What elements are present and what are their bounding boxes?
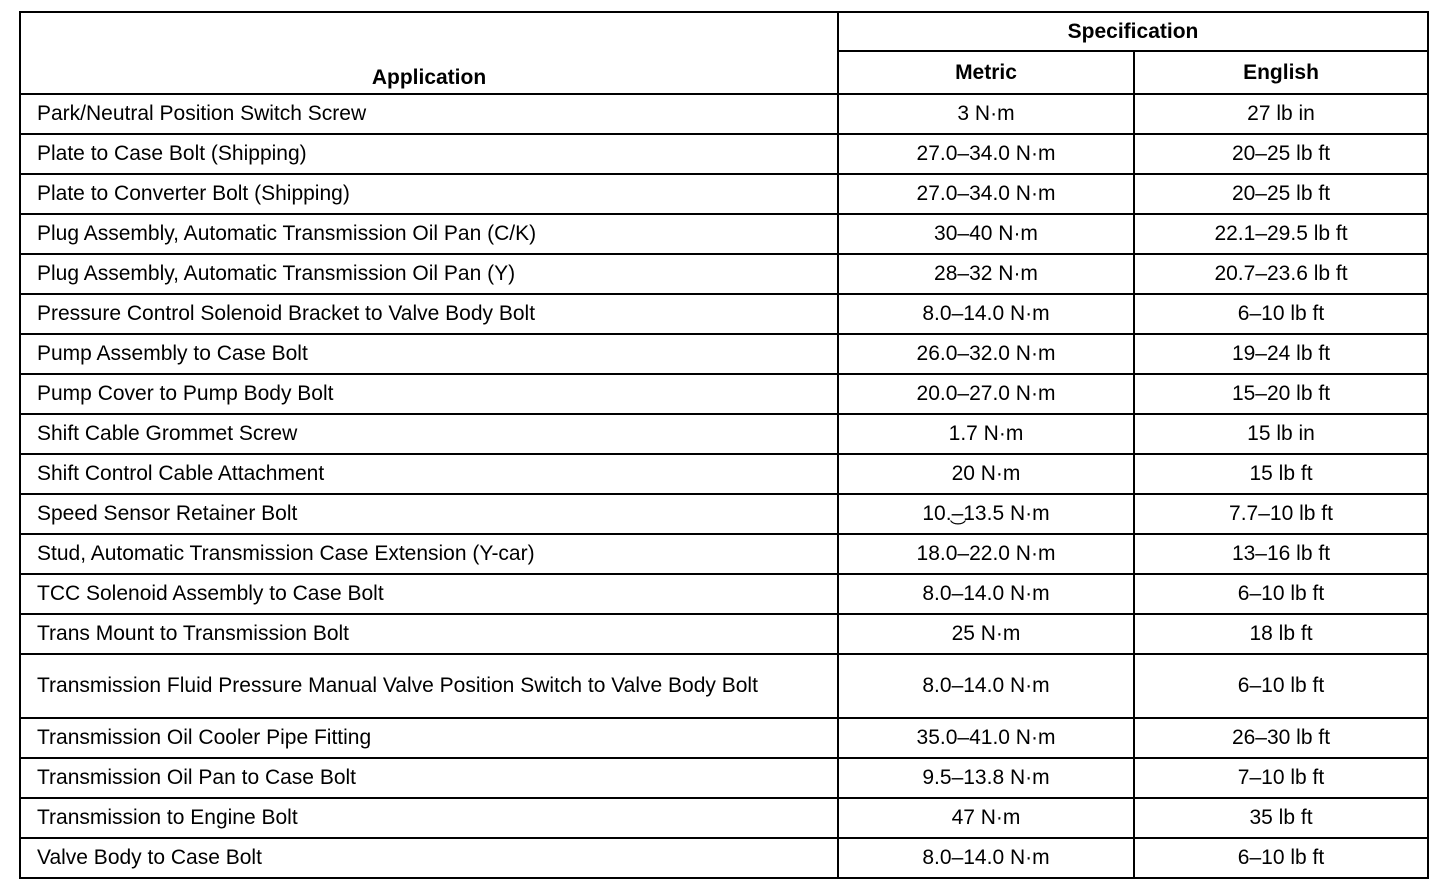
- english-cell: 7–10 lb ft: [1134, 758, 1428, 798]
- application-cell: Shift Control Cable Attachment: [20, 454, 838, 494]
- english-cell: 20–25 lb ft: [1134, 174, 1428, 214]
- table-row: [20, 718, 1428, 758]
- application-cell: Valve Body to Case Bolt: [20, 838, 838, 878]
- table-row: [20, 374, 1428, 414]
- table-row: [20, 94, 1428, 134]
- metric-cell: 9.5–13.8 N·m: [838, 758, 1134, 798]
- application-cell: Plate to Converter Bolt (Shipping): [20, 174, 838, 214]
- metric-column-header: Metric: [838, 51, 1134, 94]
- metric-cell: 25 N·m: [838, 614, 1134, 654]
- english-cell: 15 lb in: [1134, 414, 1428, 454]
- english-cell: 27 lb in: [1134, 94, 1428, 134]
- metric-cell: 27.0–34.0 N·m: [838, 174, 1134, 214]
- table-row: [20, 334, 1428, 374]
- english-cell: 15–20 lb ft: [1134, 374, 1428, 414]
- application-cell: Shift Cable Grommet Screw: [20, 414, 838, 454]
- english-cell: 20.7–23.6 lb ft: [1134, 254, 1428, 294]
- metric-cell: 18.0–22.0 N·m: [838, 534, 1134, 574]
- metric-cell: 1.7 N·m: [838, 414, 1134, 454]
- spec-table-container: [19, 11, 1427, 879]
- table-row: [20, 798, 1428, 838]
- table-row: [20, 838, 1428, 878]
- application-cell: Trans Mount to Transmission Bolt: [20, 614, 838, 654]
- torque-specification-table: [19, 11, 1429, 879]
- metric-cell: 3 N·m: [838, 94, 1134, 134]
- metric-cell: 20.0–27.0 N·m: [838, 374, 1134, 414]
- english-cell: 18 lb ft: [1134, 614, 1428, 654]
- application-cell: Plug Assembly, Automatic Transmission Oil Pan (Y): [20, 254, 838, 294]
- application-cell: TCC Solenoid Assembly to Case Bolt: [20, 574, 838, 614]
- english-cell: 35 lb ft: [1134, 798, 1428, 838]
- application-cell: Transmission Fluid Pressure Manual Valve Position Switch to Valve Body Bolt: [20, 654, 838, 718]
- table-row: [20, 654, 1428, 718]
- metric-cell: 8.0–14.0 N·m: [838, 838, 1134, 878]
- metric-cell: 27.0–34.0 N·m: [838, 134, 1134, 174]
- application-cell: Park/Neutral Position Switch Screw: [20, 94, 838, 134]
- metric-cell: 8.0–14.0 N·m: [838, 654, 1134, 718]
- application-cell: Pressure Control Solenoid Bracket to Valve Body Bolt: [20, 294, 838, 334]
- english-cell: 6–10 lb ft: [1134, 574, 1428, 614]
- application-cell: Transmission to Engine Bolt: [20, 798, 838, 838]
- application-cell: Plug Assembly, Automatic Transmission Oil Pan (C/K): [20, 214, 838, 254]
- specification-group-header: Specification: [838, 12, 1428, 51]
- table-row: [20, 254, 1428, 294]
- english-cell: 15 lb ft: [1134, 454, 1428, 494]
- metric-cell: 26.0–32.0 N·m: [838, 334, 1134, 374]
- table-row: [20, 758, 1428, 798]
- metric-cell: 28–32 N·m: [838, 254, 1134, 294]
- application-cell: Pump Assembly to Case Bolt: [20, 334, 838, 374]
- english-column-header: English: [1134, 51, 1428, 94]
- table-row: [20, 614, 1428, 654]
- metric-cell: 8.0–14.0 N·m: [838, 574, 1134, 614]
- english-cell: 6–10 lb ft: [1134, 654, 1428, 718]
- metric-cell: 35.0–41.0 N·m: [838, 718, 1134, 758]
- table-body: [20, 94, 1428, 878]
- english-cell: 6–10 lb ft: [1134, 294, 1428, 334]
- metric-cell: 8.0–14.0 N·m: [838, 294, 1134, 334]
- table-row: [20, 294, 1428, 334]
- table-row: [20, 534, 1428, 574]
- english-cell: 20–25 lb ft: [1134, 134, 1428, 174]
- table-row: [20, 134, 1428, 174]
- table-header: [20, 12, 1428, 94]
- application-cell: Speed Sensor Retainer Bolt: [20, 494, 838, 534]
- english-cell: 13–16 lb ft: [1134, 534, 1428, 574]
- application-cell: Transmission Oil Pan to Case Bolt: [20, 758, 838, 798]
- english-cell: 26–30 lb ft: [1134, 718, 1428, 758]
- metric-cell: 47 N·m: [838, 798, 1134, 838]
- english-cell: 22.1–29.5 lb ft: [1134, 214, 1428, 254]
- table-row: [20, 494, 1428, 534]
- application-cell: Pump Cover to Pump Body Bolt: [20, 374, 838, 414]
- application-column-header: Application: [20, 12, 838, 94]
- metric-cell: 30–40 N·m: [838, 214, 1134, 254]
- table-row: [20, 454, 1428, 494]
- english-cell: 19–24 lb ft: [1134, 334, 1428, 374]
- english-cell: 6–10 lb ft: [1134, 838, 1428, 878]
- application-cell: Stud, Automatic Transmission Case Extension (Y-car): [20, 534, 838, 574]
- metric-cell: 10.͜–13.5 N·m: [838, 494, 1134, 534]
- table-row: [20, 174, 1428, 214]
- english-cell: 7.7–10 lb ft: [1134, 494, 1428, 534]
- application-cell: Transmission Oil Cooler Pipe Fitting: [20, 718, 838, 758]
- application-cell: Plate to Case Bolt (Shipping): [20, 134, 838, 174]
- table-row: [20, 574, 1428, 614]
- metric-cell: 20 N·m: [838, 454, 1134, 494]
- table-row: [20, 214, 1428, 254]
- table-row: [20, 414, 1428, 454]
